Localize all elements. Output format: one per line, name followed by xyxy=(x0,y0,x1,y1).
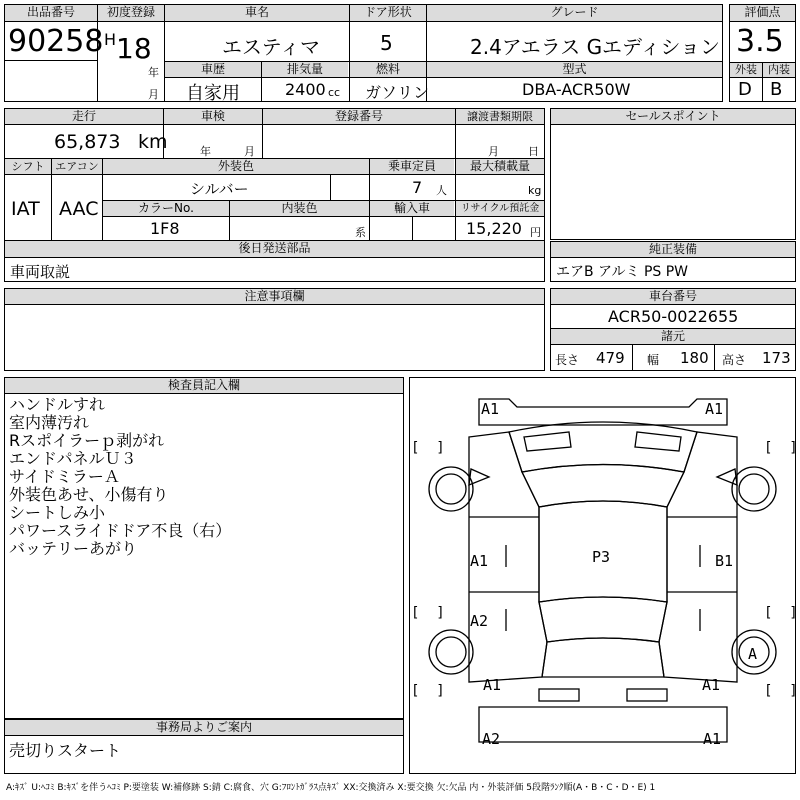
capacity: 7 xyxy=(412,178,423,197)
era: H xyxy=(104,30,117,49)
glass-bracket-right-rear: [ ] xyxy=(764,605,798,621)
damage-roof: P3 xyxy=(592,548,611,566)
km-unit: km xyxy=(138,131,168,153)
exterior-score: D xyxy=(738,79,752,100)
color-number: 1F8 xyxy=(150,219,180,238)
shift-type: IAT xyxy=(11,198,40,220)
interior-score: B xyxy=(770,79,783,100)
damage-left-rear-fender: A1 xyxy=(483,676,502,694)
dimensions-label: 諸元 xyxy=(551,329,795,344)
model-code-label: 型式 xyxy=(427,62,722,77)
damage-rear-left: A2 xyxy=(482,730,501,748)
legend: A:ｷｽﾞ U:ﾍｺﾐ B:ｷｽﾞを伴うﾍｺﾐ P:要塗装 W:補修跡 S:錆 C:腐食、穴 G:ﾌﾛﾝﾄｶﾞﾗｽ点ｷｽﾞ XX:交換済み X:要交換 欠:欠品 内・外装評価 5段階ﾗﾝｸ順(A・B・C・D・E) 1 xyxy=(6,783,656,793)
yen-unit: 円 xyxy=(530,226,541,239)
later-parts-label: 後日発送部品 xyxy=(5,241,544,257)
exterior-color: シルバー xyxy=(190,180,249,198)
lot-number: 90258 xyxy=(8,24,104,59)
std-equipment: エアB アルミ PS PW xyxy=(556,264,689,280)
inspector-note: 室内薄汚れ xyxy=(9,413,90,432)
rear-window-shape xyxy=(539,597,667,642)
doc-month-unit: 月 xyxy=(488,145,499,158)
max-load-label: 最大積載量 xyxy=(456,159,544,174)
mileage-label: 走行 xyxy=(5,109,163,124)
car-diagram xyxy=(409,377,796,774)
month-unit: 月 xyxy=(148,88,159,101)
car-name-label: 車名 xyxy=(165,5,349,21)
doc-day-unit: 日 xyxy=(528,145,539,158)
chassis-no-label: 車台番号 xyxy=(551,289,795,304)
interior-color-label: 内装色 xyxy=(230,201,369,216)
inspector-note: サイドミラーＡ xyxy=(9,467,120,486)
later-parts: 車両取説 xyxy=(10,263,71,281)
headlight-left-shape xyxy=(524,432,571,451)
chassis-number: ACR50-0022655 xyxy=(608,307,739,326)
reg-no-label: 登録番号 xyxy=(263,109,455,124)
exterior-color-label: 外装色 xyxy=(103,159,369,174)
length-label: 長さ xyxy=(555,353,580,367)
front-bumper-shape xyxy=(479,399,727,425)
inspector-note: バッテリーあがり xyxy=(9,539,138,558)
height-value: 173 xyxy=(762,349,791,367)
aircon-label: エアコン xyxy=(52,159,102,174)
score-label: 評価点 xyxy=(730,5,795,21)
load-unit: kg xyxy=(528,184,542,197)
damage-right-rear-wheel: A xyxy=(748,645,758,663)
damage-front-right: A1 xyxy=(705,400,724,418)
std-equip-label: 純正装備 xyxy=(551,242,795,257)
width-label: 幅 xyxy=(647,353,660,367)
width-value: 180 xyxy=(680,349,709,367)
inspection-month-unit: 月 xyxy=(244,145,255,158)
first-reg-label: 初度登録 xyxy=(98,5,164,21)
damage-right-front-door: B1 xyxy=(715,552,734,570)
office-label: 事務局よりご案内 xyxy=(5,720,403,735)
displacement-label: 排気量 xyxy=(262,62,348,77)
grade-label: グレード xyxy=(427,5,722,21)
damage-right-rear-fender: A1 xyxy=(702,676,721,694)
shift-label: シフト xyxy=(5,159,51,174)
length-value: 479 xyxy=(596,349,625,367)
damage-front-left: A1 xyxy=(481,400,500,418)
color-suffix: 系 xyxy=(355,226,366,239)
glass-bracket-left-back: [ ] xyxy=(411,683,445,699)
damage-left-rear-door: A2 xyxy=(470,612,489,630)
displacement: 2400 xyxy=(285,80,326,99)
inspector-note: 外装色あせ、小傷有り xyxy=(9,485,169,504)
history-label: 車歴 xyxy=(165,62,261,77)
inspection-label: 車検 xyxy=(164,109,262,124)
import-label: 輸入車 xyxy=(370,201,454,216)
damage-left-front-door: A1 xyxy=(470,552,489,570)
recycle-label: リサイクル預託金 xyxy=(456,201,544,216)
inspector-note: ハンドルすれ xyxy=(9,395,106,414)
inspector-note: Rスポイラーｐ剥がれ xyxy=(9,431,165,450)
recycle-fee: 15,220 xyxy=(466,219,522,238)
year-unit: 年 xyxy=(148,66,159,79)
interior-score-label: 内装 xyxy=(763,63,795,77)
glass-bracket-right-front: [ ] xyxy=(764,440,798,456)
overall-score: 3.5 xyxy=(736,24,784,59)
glass-bracket-left-front: [ ] xyxy=(411,440,445,456)
height-label: 高さ xyxy=(722,353,747,367)
door-count: 5 xyxy=(380,31,393,55)
grade: 2.4アエラス Gエディション xyxy=(470,35,721,59)
inspector-note: パワースライドドア不良（右） xyxy=(9,521,232,540)
inspector-notes-list xyxy=(9,396,231,558)
car-name: エスティマ xyxy=(222,35,320,59)
fuel: ガソリン xyxy=(365,83,430,102)
cc-unit: cc xyxy=(328,86,341,99)
rear-bumper-shape xyxy=(479,707,727,742)
color-no-label: カラーNo. xyxy=(103,201,229,216)
sales-point-frame xyxy=(550,108,796,240)
door-type-label: ドア形状 xyxy=(350,5,426,21)
headlight-right-shape xyxy=(635,432,681,451)
glass-bracket-right-back: [ ] xyxy=(764,683,798,699)
car-history: 自家用 xyxy=(186,83,240,104)
office-message: 売切りスタート xyxy=(9,741,122,760)
inspector-label: 検査員記入欄 xyxy=(5,378,403,393)
model-code: DBA-ACR50W xyxy=(522,80,631,99)
mileage: 65,873 xyxy=(54,131,121,153)
capacity-unit: 人 xyxy=(436,184,447,197)
damage-rear-right: A1 xyxy=(703,730,722,748)
fuel-label: 燃料 xyxy=(350,62,426,77)
notes-label: 注意事項欄 xyxy=(5,289,544,304)
inspector-note: シートしみ小 xyxy=(9,503,106,522)
reg-year: 18 xyxy=(116,32,152,65)
capacity-label: 乗車定員 xyxy=(370,159,454,174)
transfer-doc-label: 譲渡書類期限 xyxy=(456,109,544,124)
lot-no-label: 出品番号 xyxy=(5,5,97,21)
exterior-score-label: 外装 xyxy=(730,63,762,77)
rear-hatch-shape xyxy=(542,638,664,677)
inspection-year-unit: 年 xyxy=(200,145,211,158)
aircon-type: AAC xyxy=(59,198,99,220)
glass-bracket-left-rear: [ ] xyxy=(411,605,445,621)
inspector-note: エンドパネルＵ３ xyxy=(9,449,137,468)
sales-point-label: セールスポイント xyxy=(551,109,795,124)
